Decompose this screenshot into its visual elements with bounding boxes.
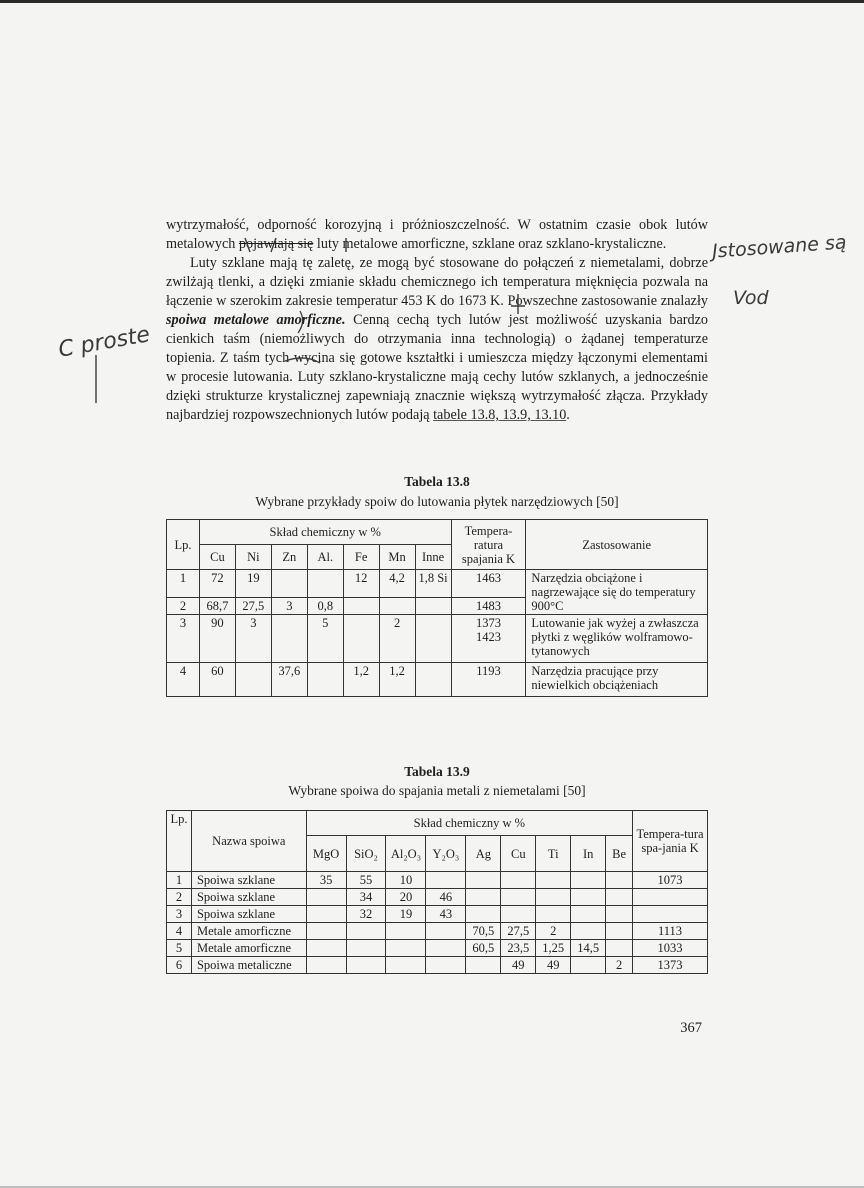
- header-lp: Lp.: [167, 520, 200, 570]
- header-col: Fe: [343, 545, 379, 570]
- header-nazwa: Nazwa spoiwa: [191, 811, 306, 872]
- header-lp: Lp.: [167, 811, 192, 872]
- header-col: Cu: [501, 836, 536, 872]
- zastosowanie-cell: Narzędzia obciążone i nagrzewające się do temperatury 900°C: [526, 570, 708, 615]
- table-13-9: [166, 810, 708, 974]
- table-row: 3 90 3 5 2 1373 1423 Lutowanie jak wyżej a zwłaszcza płytki z węglików wolframowo-tytanowych: [167, 615, 708, 663]
- paragraph-1: wytrzymałość, odporność korozyjną i próżnioszczelność. W ostatnim czasie obok lutów metalowych pojawiają się luty metalowe amorficzne, szklane oraz szklano-krystaliczne.: [166, 217, 708, 252]
- handwritten-note-right-2: Vod: [733, 287, 769, 309]
- header-col: Cu: [199, 545, 235, 570]
- handwritten-note-left: C proste: [56, 322, 152, 363]
- header-col: Inne: [415, 545, 451, 570]
- emphasis-term: spoiwa metalowe amorficzne.: [166, 312, 346, 328]
- table-row: 1 Spoiwa szklane 35 55 10 1073: [167, 872, 708, 889]
- header-col: MgO: [306, 836, 346, 872]
- paragraph-2: Luty szklane mają tę zaletę, ze mogą być stosowane do połączeń z niemetalami, dobrze zwilżają tlenki, a dzięki zmianie składu chemicznego ich temperatura mięknięcia pozwala na łączenie w szerokim zakresie temperatur 453 K do 1673 K. Powszechne zastosowanie znalazły spoiwa metalowe amorficzne. Cenną cechą tych lutów jest możliwość uzyskania bardzo cienkich taśm (niemożliwych do otrzymania inna technologią) o żądanej temperaturze topienia. Z taśm tych wycina się gotowe kształtki i umieszcza między łączonymi elementami w procesie lutowania. Luty szklano-krystaliczne mają cechy lutów szklanych, a jednocześnie dzięki strukturze krystalicznej zapewniają znacznie większą wytrzymałość złącza. Przykłady najbardziej rozpowszechnionych lutów podają tabele 13.8, 13.9, 13.10.: [166, 255, 708, 423]
- header-col: Ag: [466, 836, 501, 872]
- table-row: 2 68,7 27,5 3 0,8 1483: [167, 597, 708, 614]
- header-col: Zn: [271, 545, 307, 570]
- table-row: 6 Spoiwa metaliczne 49 49 2 1373: [167, 957, 708, 974]
- body-text: [166, 216, 708, 425]
- header-col: SiO₂: [346, 836, 386, 872]
- header-col: Be: [606, 836, 633, 872]
- header-col: Al₂O₃: [386, 836, 426, 872]
- table-row: 4 Metale amorficzne 70,5 27,5 2 1113: [167, 923, 708, 940]
- table-13-8: [166, 519, 708, 697]
- zastosowanie-cell: Lutowanie jak wyżej a zwłaszcza płytki z węglików wolframowo-tytanowych: [526, 615, 708, 663]
- table-138-title: Tabela 13.8: [404, 474, 470, 489]
- handwritten-note-right-1: Jstosowane są: [711, 231, 848, 263]
- table-139-caption: Wybrane spoiwa do spajania metali z niemetalami [50]: [288, 783, 586, 798]
- table-row: 2 Spoiwa szklane 34 20 46: [167, 889, 708, 906]
- table-row: 1 72 19 12 4,2 1,8 Si 1463 Narzędzia obciążone i nagrzewające się do temperatury 900°C: [167, 570, 708, 598]
- header-zastosowanie: Zastosowanie: [526, 520, 708, 570]
- header-col: Mn: [379, 545, 415, 570]
- header-sklad: Skład chemiczny w %: [199, 520, 451, 545]
- zastosowanie-cell: Narzędzia pracujące przy niewielkich obciążeniach: [526, 663, 708, 697]
- table-row: 3 Spoiwa szklane 32 19 43: [167, 906, 708, 923]
- header-temperature: Tempera-tura spa-jania K: [633, 811, 708, 872]
- table-reference: tabele 13.8, 13.9, 13.10: [433, 407, 567, 423]
- header-col: Al.: [307, 545, 343, 570]
- header-temperature: Tempera-ratura spajania K: [451, 520, 526, 570]
- table-139-title: Tabela 13.9: [404, 764, 470, 779]
- header-col: Ti: [536, 836, 571, 872]
- header-col: Ni: [235, 545, 271, 570]
- page-top-edge: [0, 0, 864, 3]
- table-row: 5 Metale amorficzne 60,5 23,5 1,25 14,5 1033: [167, 940, 708, 957]
- header-col: Y₂O₃: [426, 836, 466, 872]
- header-col: In: [571, 836, 606, 872]
- header-sklad: Skład chemiczny w %: [306, 811, 632, 836]
- table-138-caption: Wybrane przykłady spoiw do lutowania płytek narzędziowych [50]: [255, 494, 619, 509]
- page-number: 367: [680, 1020, 702, 1036]
- table-row: 4 60 37,6 1,2 1,2 1193 Narzędzia pracujące przy niewielkich obciążeniach: [167, 663, 708, 697]
- struck-phrase: pojawiają się: [238, 236, 314, 252]
